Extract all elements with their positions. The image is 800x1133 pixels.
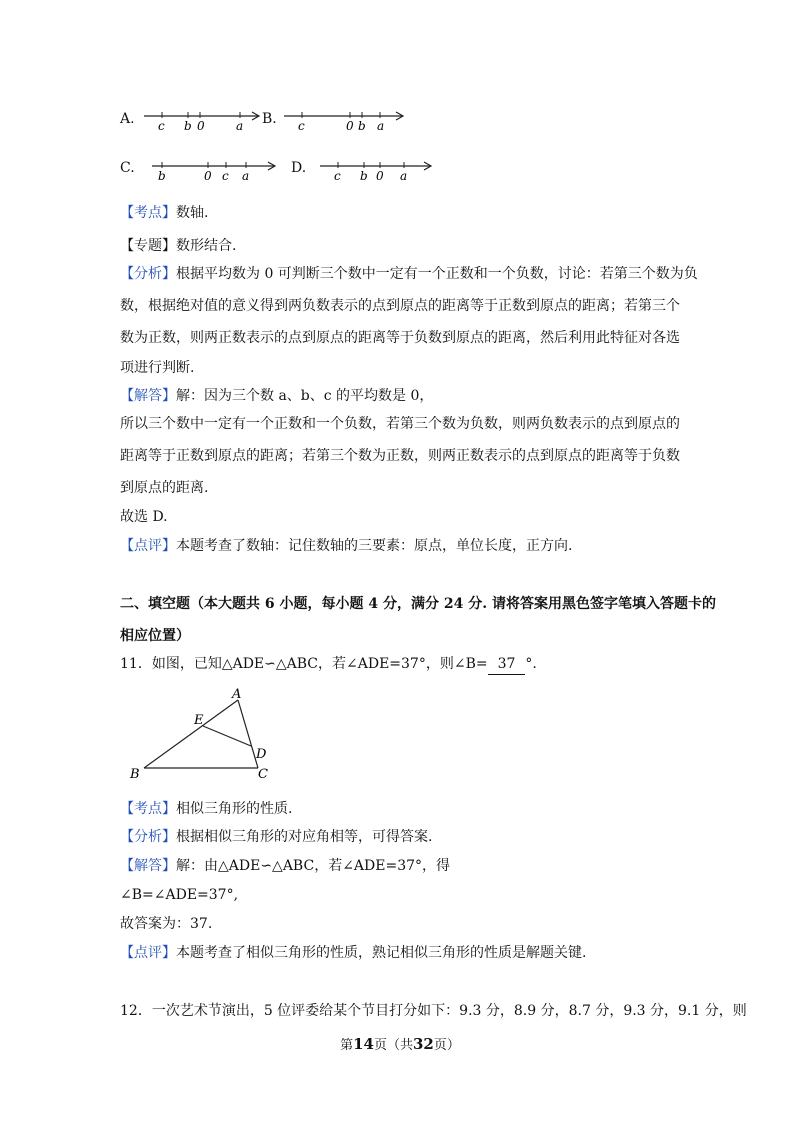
q10-zhuanti: 【专题】数形结合. bbox=[120, 238, 237, 254]
triangle-figure bbox=[128, 686, 278, 782]
vertex-c: C bbox=[258, 767, 268, 782]
q10-fenxi-line-3: 数为正数，则两正数表示的点到原点的距离等于负数到原点的距离，然后利用此特征对各选 bbox=[120, 330, 680, 346]
q10-dianping: 【点评】本题考查了数轴：记住数轴的三要素：原点，单位长度，正方向. bbox=[120, 538, 573, 554]
option-b-label: B. bbox=[262, 111, 277, 127]
point-0: 0 bbox=[346, 119, 354, 133]
number-line-c bbox=[150, 154, 280, 184]
point-0: 0 bbox=[376, 169, 384, 183]
q11-jieda-line-3: 故答案为：37. bbox=[120, 916, 213, 932]
option-d-label: D. bbox=[291, 160, 307, 176]
point-0: 0 bbox=[204, 169, 212, 183]
point-b: b bbox=[184, 119, 192, 133]
q10-fenxi-line-2: 数，根据绝对值的意义得到两负数表示的点到原点的距离等于正数到原点的距离；若第三个 bbox=[120, 298, 680, 314]
page-footer: 第14页（共32页） bbox=[340, 1035, 460, 1053]
point-a: a bbox=[377, 119, 385, 133]
vertex-b: B bbox=[130, 767, 140, 782]
point-c: c bbox=[158, 119, 165, 133]
q10-jieda-line-4: 到原点的距离. bbox=[120, 480, 209, 496]
section2-heading-line-2: 相应位置） bbox=[120, 628, 190, 644]
number-line-a bbox=[142, 104, 264, 134]
point-b: b bbox=[360, 169, 368, 183]
q10-jieda-line-1: 【解答】解：因为三个数 a、b、c 的平均数是 0， bbox=[120, 388, 434, 404]
number-line-d bbox=[318, 154, 436, 184]
q11-answer-blank: 37 bbox=[488, 654, 526, 675]
option-a-label: A. bbox=[120, 111, 135, 127]
q12-stem: 12．一次艺术节演出，5 位评委给某个节目打分如下：9.3 分，8.9 分，8.7 分，9.3 分，9.1 分，则 bbox=[120, 1003, 747, 1019]
q11-kaodian: 【考点】相似三角形的性质. bbox=[120, 801, 293, 817]
point-c: c bbox=[298, 119, 305, 133]
vertex-d: D bbox=[256, 747, 267, 762]
point-a: a bbox=[400, 169, 408, 183]
option-c-label: C. bbox=[120, 160, 135, 176]
kaodian-tag: 【考点】 bbox=[120, 205, 176, 221]
point-a: a bbox=[236, 119, 244, 133]
page-number: 14 bbox=[353, 1035, 374, 1053]
dianping-tag: 【点评】 bbox=[120, 538, 176, 554]
zhuanti-tag: 【专题】 bbox=[120, 238, 176, 254]
point-0: 0 bbox=[197, 119, 205, 133]
q10-jieda-line-3: 距离等于正数到原点的距离；若第三个数为正数，则两正数表示的点到原点的距离等于负数 bbox=[120, 448, 680, 464]
jieda-tag: 【解答】 bbox=[120, 388, 176, 404]
q10-fenxi-line-1: 【分析】根据平均数为 0 可判断三个数中一定有一个正数和一个负数，讨论：若第三个数为负 bbox=[120, 266, 698, 282]
q10-jieda-line-2: 所以三个数中一定有一个正数和一个负数，若第三个数为负数，则两负数表示的点到原点的 bbox=[120, 416, 680, 432]
section2-heading-line-1: 二、填空题（本大题共 6 小题，每小题 4 分，满分 24 分. 请将答案用黑色签字笔填入答题卡的 bbox=[120, 596, 716, 612]
q11-jieda-line-1: 【解答】解：由△ADE∽△ABC，若∠ADE=37°，得 bbox=[120, 858, 451, 874]
q11-dianping: 【点评】本题考查了相似三角形的性质，熟记相似三角形的性质是解题关键. bbox=[120, 945, 587, 961]
q11-fenxi: 【分析】根据相似三角形的对应角相等，可得答案. bbox=[120, 829, 433, 845]
vertex-a: A bbox=[232, 687, 242, 702]
point-b: b bbox=[158, 169, 166, 183]
page-total: 32 bbox=[413, 1035, 434, 1053]
fenxi-tag: 【分析】 bbox=[120, 266, 176, 282]
number-line-b bbox=[282, 104, 408, 134]
q10-kaodian: 【考点】数轴. bbox=[120, 205, 209, 221]
q11-jieda-line-2: ∠B=∠ADE=37°, bbox=[120, 887, 239, 903]
vertex-e: E bbox=[194, 713, 204, 728]
point-c: c bbox=[222, 169, 229, 183]
point-b: b bbox=[358, 119, 366, 133]
q10-fenxi-line-4: 项进行判断. bbox=[120, 360, 195, 376]
point-c: c bbox=[334, 169, 341, 183]
q11-stem: 11．如图，已知△ADE∽△ABC，若∠ADE=37°，则∠B= 37 °. bbox=[120, 654, 537, 675]
point-a: a bbox=[242, 169, 250, 183]
q10-jieda-line-5: 故选 D. bbox=[120, 509, 168, 525]
